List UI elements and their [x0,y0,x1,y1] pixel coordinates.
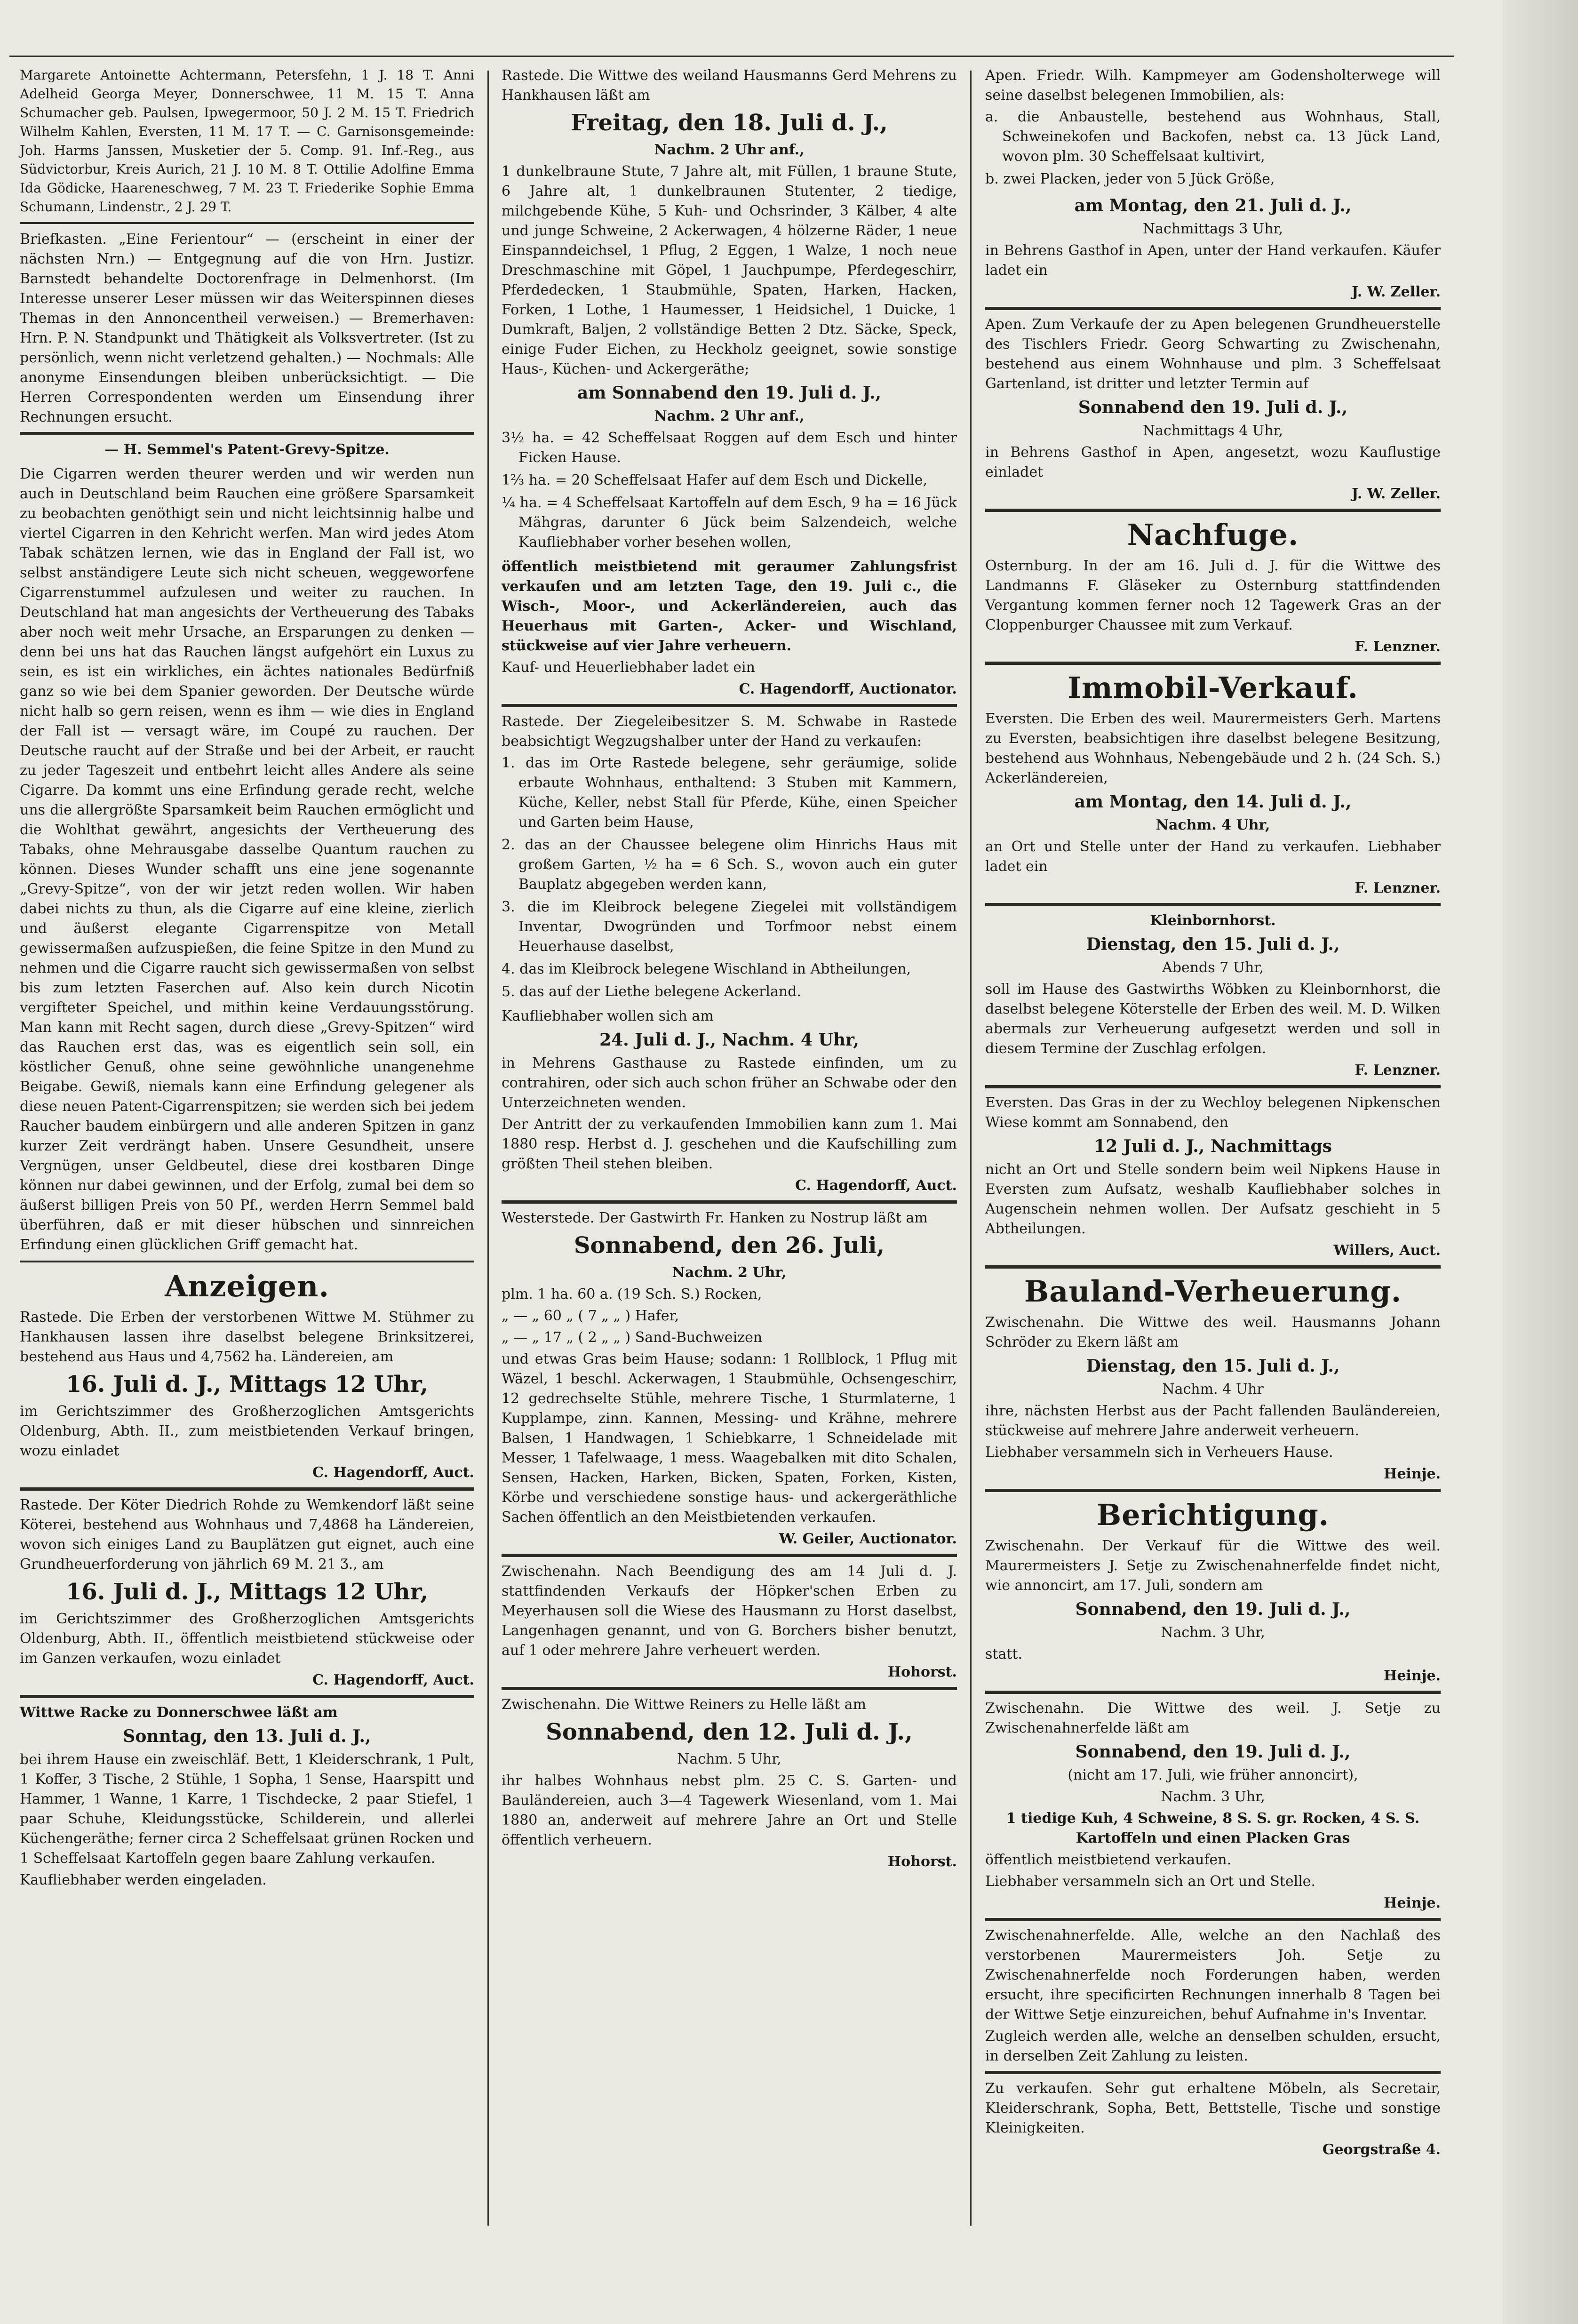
ad-setje-sale-date: Sonnabend, den 19. Juli d. J., [1075,1742,1351,1762]
ad-setje-sale-sign: Heinje. [1383,1895,1441,1911]
semmel-title: — H. Semmel's Patent-Grevy-Spitze. [104,441,390,458]
list-item: 1. das im Orte Rastede belegene, sehr geräumige, solide erbaute Wohnhaus, enthaltend: 3 Stuben mit Kammern, Küche, Keller, nebst Stall für Pferde, Kühe, einen Speicher und Garten beim Hause, [502,755,957,831]
list-item: 2. das an der Chaussee belegene olim Hinrichs Haus mit großem Garten, ½ ha = 6 Sch. S., wovon auch ein guter Bauplatz abgegeben werden kann, [502,837,957,893]
column-1 [9,66,485,2287]
divider [985,307,1441,310]
ad-setje-sale-body2: Liebhaber versammeln sich an Ort und Stelle. [985,1873,1316,1890]
ad-mehrens-text: Rastede. Die Wittwe des weiland Hausmanns Gerd Mehrens zu Hankhausen läßt am [502,67,957,104]
ad-hoepker-sign: Hohorst. [887,1664,957,1680]
ad-stuehmer-text: Rastede. Die Erben der verstorbenen Wittwe M. Stühmer zu Hankhausen lassen ihre daselbst belegene Brinksitzerei, bestehend aus Haus und 4,7562 ha. Ländereien, am [20,1309,474,1365]
ad-nipken-body: nicht an Ort und Stelle sondern beim weil Nipkens Hause in Eversten zum Aufsatz, weshalb Kaufliebhaber solches in Augenschein nehmen wollen. Der Aufsatz geschieht in 5 Abtheilungen. [985,1161,1441,1237]
ad-martens-text: Eversten. Die Erben des weil. Maurermeisters Gerh. Martens zu Eversten, beabsichtigen ihre daselbst belegene Besitzung, bestehend aus Wohnhaus, Nebengebäude und 2 h. (24 Sch. S.) Ackerländereien, [985,711,1441,786]
ad-mehrens-body2: öffentlich meistbietend mit geraumer Zahlungsfrist verkaufen und am letzten Tage, den 19. Juli c., die Wisch-, Moor-, und Ackerländereien, auch das Heuerhaus mit Garten-, Acker- und Wischland, stückweise auf vier Jahre verheuern. [502,559,957,654]
ad-schroeder-time: Nachm. 4 Uhr [1162,1381,1264,1398]
ad-schroeder-body2: Liebhaber versammeln sich in Verheuers Hause. [985,1444,1333,1461]
ad-schroeder-date: Dienstag, den 15. Juli d. J., [1086,1356,1340,1376]
immobil-heading: Immobil-Verkauf. [1067,671,1359,705]
ad-hanken-sign: W. Geiler, Auctionator. [779,1531,957,1547]
ad-schwabe-body2: in Mehrens Gasthause zu Rastede einfinden, um zu contrahiren, oder sich auch schon früher an Schwabe oder den Unterzeichneten wenden. [502,1055,957,1111]
divider [502,704,957,707]
ad-kampmeyer-text: Apen. Friedr. Wilh. Kampmeyer am Godensholterwege will seine daselbst belegenen Immobilien, als: [985,67,1441,104]
ad-mehrens-end: Kauf- und Heuerliebhaber ladet ein [502,659,755,676]
ad-setje-sale-time: Nachm. 3 Uhr, [1161,1789,1265,1805]
divider [985,509,1441,512]
anzeigen-heading: Anzeigen. [165,1269,329,1303]
divider [985,662,1441,665]
list-item: plm. 1 ha. 60 a. (19 Sch. S.) Rocken, [502,1286,762,1302]
divider [20,432,474,435]
list-item: a. die Anbaustelle, bestehend aus Wohnhaus, Stall, Schweinekofen und Backofen, nebst ca. 13 Jück Land, wovon plm. 30 Scheffelsaat kultivirt, [985,109,1441,165]
ad-rohde-text2: im Gerichtszimmer des Großherzoglichen Amtsgerichts Oldenburg, Abth. II., öffentlich meistbietend stückweise oder im Ganzen verkaufen, wozu einladet [20,1611,474,1667]
ad-schwabe-list [502,753,957,1002]
ad-hoepker-text: Zwischenahn. Nach Beendigung des am 14 Juli d. J. stattfindenden Verkaufs der Höpker'schen Erben zu Meyerhausen soll die Wiese des Hausmann zu Horst daselbst, Langenhagen genannt, und von G. Borchers bisher benutzt, auf 1 oder mehrere Jahre verheuert werden. [502,1563,957,1659]
ad-mehrens-time2: Nachm. 2 Uhr anf., [654,408,805,424]
ad-reiners-body: ihr halbes Wohnhaus nebst plm. 25 C. S. Garten- und Bauländereien, auch 3—4 Tagewerk Wiesenland, vom 1. Mai 1880 an, anderweit auf mehrere Jahre an Ort und Stelle öffentlich verheuern. [502,1773,957,1848]
ad-setje-correction-body: statt. [985,1646,1022,1662]
divider [985,1691,1441,1694]
ad-schwabe-text: Rastede. Der Ziegeleibesitzer S. M. Schwabe in Rastede beabsichtigt Wegzugshalber unter der Hand zu verkaufen: [502,713,957,750]
ad-kleinbornhorst-date: Dienstag, den 15. Juli d. J., [1086,934,1340,954]
ad-kampmeyer-list [985,107,1441,189]
divider [502,1200,957,1204]
ad-hanken-text: Westerstede. Der Gastwirth Fr. Hanken zu Nostrup läßt am [502,1210,928,1226]
ad-schroeder-sign: Heinje. [1383,1466,1441,1482]
ad-setje-sale-items: 1 tiedige Kuh, 4 Schweine, 8 S. S. gr. Rocken, 4 S. S. Kartoffeln und einen Placken Gras [1006,1810,1420,1846]
ad-moebel-sign: Georgstraße 4. [1322,2141,1441,2158]
ad-kleinbornhorst-time: Abends 7 Uhr, [1162,959,1264,976]
ad-rohde-sign: C. Hagendorff, Auct. [312,1672,474,1688]
ad-setje-correction-text: Zwischenahn. Der Verkauf für die Wittwe des weil. Maurermeisters J. Setje zu Zwischenahnerfelde findet nicht, wie annoncirt, am 17. Juli, sondern am [985,1538,1441,1594]
list-item: ¼ ha. = 4 Scheffelsaat Kartoffeln auf dem Esch, 9 ha = 16 Jück Mähgras, darunter 6 Jück beim Salzendeich, welche Kaufliebhaber vorher besehen wollen, [502,495,957,551]
ad-setje-sale-note: (nicht am 17. Juli, wie früher annoncirt), [1068,1767,1358,1783]
ad-stuehmer-text2: im Gerichtszimmer des Großherzoglichen Amtsgerichts Oldenburg, Abth. II., zum meistbietenden Verkauf bringen, wozu einladet [20,1403,474,1459]
divider [985,1265,1441,1269]
divider [20,222,474,224]
ad-glaeseker-sign: F. Lenzner. [1355,639,1441,655]
ad-kampmeyer-time: Nachmittags 3 Uhr, [1142,221,1283,237]
ad-martens-body: an Ort und Stelle unter der Hand zu verkaufen. Liebhaber ladet ein [985,839,1441,875]
list-item: 4. das im Kleibrock belegene Wischland in Abtheilungen, [502,961,911,977]
list-item: 5. das auf der Liethe belegene Ackerland. [502,983,801,1000]
ad-reiners-text: Zwischenahn. Die Wittwe Reiners zu Helle läßt am [502,1696,867,1713]
ad-schwabe-body3: Der Antritt der zu verkaufenden Immobilien kann zum 1. Mai 1880 resp. Herbst d. J. geschehen und die Kaufschilling zum größten Theil stehen bleiben. [502,1116,957,1172]
ad-martens-sign: F. Lenzner. [1355,880,1441,896]
ad-kleinbornhorst-body: soll im Hause des Gastwirths Wöbken zu Kleinbornhorst, die daselbst belegene Köterstelle der Erben des weil. M. D. Wilken abermals zur Verheuerung aufgesetzt werden und soll in diesem Termine der Zuschlag erfolgen. [985,981,1441,1057]
ad-schwarting-date: Sonnabend den 19. Juli d. J., [1078,398,1348,417]
ad-setje-claims-body: Zugleich werden alle, welche an denselben schulden, ersucht, in derselben Zeit Zahlung zu leisten. [985,2028,1441,2064]
header-rule [9,56,1454,57]
ad-nipken-date: 12 Juli d. J., Nachmittags [1094,1136,1332,1156]
divider [20,1261,474,1262]
ad-hanken-body: und etwas Gras beim Hause; sodann: 1 Rollblock, 1 Pflug mit Wäzel, 1 beschl. Ackerwagen, 1 Staubmühle, Ochsengeschirr, 12 gedrechselte Stühle, mehrere Tische, 1 Sturmlaterne, 1 Kupplampe, zinn. Kannen, Messing- und Krähne, mehrere Balsen, 1 Handwagen, 1 Schiebkarre, 1 Schneidelade mit Messer, 1 Tafelwaage, 1 mess. Waagebalken mit dito Schalen, Sensen, Hacken, Harken, Bicken, Spaten, Forken, Kisten, Körbe und verschiedene sonstige haus- und ackergeräthliche Sachen öffentlich an den Meistbietenden verkaufen. [502,1351,957,1525]
divider [502,1687,957,1690]
briefkasten-notice: Briefkasten. „Eine Ferientour“ — (erscheint in einer der nächsten Nrn.) — Entgegnung auf die von Hrn. Justizr. Barnstedt behandelte Doctorenfrage in Delmenhorst. (Im Interesse unserer Leser müssen wir das Weiterspinnen dieses Themas in den Annoncentheil verweisen.) — Bremerhaven: Hrn. P. N. Standpunkt und Thätigkeit als Volksvertreter. (Ist zu persönlich, wenn nicht verletzend gehalten.) — Nochmals: Alle anonyme Einsendungen bleiben unberücksichtigt. — Die Herren Correspondenten werden um Einsendung ihrer Rechnungen ersucht. [20,231,474,425]
ad-setje-correction-sign: Heinje. [1383,1668,1441,1684]
list-item: 3. die im Kleibrock belegene Ziegelei mit vollständigem Inventar, Dwogründen und Torfmoor nebst einem Heuerhause daselbst, [502,899,957,955]
ad-stuehmer-date: 16. Juli d. J., Mittags 12 Uhr, [66,1371,428,1398]
ad-kleinbornhorst-sign: F. Lenzner. [1355,1062,1441,1078]
nachfuge-heading: Nachfuge. [1127,518,1299,552]
list-item: 3½ ha. = 42 Scheffelsaat Roggen auf dem Esch und hinter Ficken Hause. [502,430,957,466]
ad-kleinbornhorst-place: Kleinbornhorst. [1150,912,1276,929]
ad-mehrens-land-list [502,428,957,552]
ad-nipken-sign: Willers, Auct. [1333,1242,1441,1259]
divider [985,1085,1441,1088]
ad-setje-sale-text: Zwischenahn. Die Wittwe des weil. J. Setje zu Zwischenahnerfelde läßt am [985,1700,1441,1736]
ad-mehrens-sign: C. Hagendorff, Auctionator. [739,681,957,697]
ad-mehrens-time: Nachm. 2 Uhr anf., [654,142,805,158]
list-item: b. zwei Placken, jeder von 5 Jück Größe, [985,171,1275,187]
ad-racke-text: bei ihrem Hause ein zweischläf. Bett, 1 Kleiderschrank, 1 Pult, 1 Koffer, 3 Tische, 2 Stühle, 1 Sopha, 1 Sense, Haarspitt und Hammer, 1 Wanne, 1 Karre, 1 Tischdecke, 2 paar Stiefel, 1 paar Schuhe, Kleidungsstücke, Schilderein, und allerlei Küchengeräthe; ferner circa 2 Scheffelsaat grünen Rocken und 1 Scheffelsaat Kartoffeln gegen baare Zahlung verkaufen. [20,1751,474,1867]
ad-reiners-time: Nachm. 5 Uhr, [677,1751,781,1767]
ad-setje-sale-body: öffentlich meistbietend verkaufen. [985,1852,1232,1868]
list-item: 1⅔ ha. = 20 Scheffelsaat Hafer auf dem Esch und Dickelle, [502,472,927,488]
ad-schwarting-text: Apen. Zum Verkaufe der zu Apen belegenen Grundheuerstelle des Tischlers Friedr. Georg Schwarting zu Zwischenahn, bestehend aus einem Wohnhause und plm. 3 Scheffelsaat Gartenland, ist dritter und letzter Termin auf [985,316,1441,392]
ad-reiners-date: Sonnabend, den 12. Juli d. J., [546,1719,913,1745]
column-divider [970,71,972,2226]
divider [20,1487,474,1491]
ad-mehrens-body: 1 dunkelbraune Stute, 7 Jahre alt, mit Füllen, 1 braune Stute, 6 Jahre alt, 1 dunkelbraunen Stutenter, 2 tiedige, milchgebende Kühe, 5 Kuh- und Ochsrinder, 3 Kälber, 4 alte und junge Schweine, 2 Ackerwagen, 4 hölzerne Räder, 1 neue Einspanndeichsel, 1 Pflug, 2 Eggen, 1 Walze, 1 noch neue Dreschmaschine mit Göpel, 1 Jauchpumpe, Pferdegeschirr, Pferdedecken, 1 Staubmühle, Spaten, Harken, Hacken, Forken, 1 Lothe, 1 Haumesser, 1 Heidsichel, 1 Duicke, 1 Dumkraft, Baljen, 2 vollständige Betten 2 Dtz. Säcke, Speck, einige Fuder Eichen, zu Heckholz geeignet, sowie sonstige Haus-, Küchen- und Ackergeräthe; [502,163,957,377]
ad-setje-correction-date: Sonnabend, den 19. Juli d. J., [1075,1599,1351,1619]
divider [985,903,1441,906]
deaths-list: Margarete Antoinette Achtermann, Petersfehn, 1 J. 18 T. Anni Adelheid Georga Meyer, Donnerschwee, 11 M. 15 T. Anna Schumacher geb. Paulsen, Ipwegermoor, 50 J. 2 M. 15 T. Friedrich Wilhelm Kahlen, Eversten, 11 M. 17 T. — C. Garnisonsgemeinde: Joh. Harms Janssen, Musketier der 5. Comp. 91. Inf.-Reg., aus Südvictorbur, Kreis Aurich, 21 J. 10 M. 8 T. Ottilie Adolfine Emma Ida Gödicke, Haareneschweg, 7 M. 23 T. Friederike Sophie Emma Schumann, Lindenstr., 2 J. 29 T. [20,67,474,215]
ad-martens-time: Nachm. 4 Uhr, [1156,817,1270,833]
page-edge [1503,0,1578,2324]
list-item: „ — „ 17 „ ( 2 „ „ ) Sand-Buchweizen [502,1329,763,1346]
ad-schroeder-body: ihre, nächsten Herbst aus der Pacht fallenden Bauländereien, stückweise auf mehrere Jahre anderweit verheuern. [985,1403,1441,1439]
ad-hanken-date: Sonnabend, den 26. Juli, [574,1232,885,1259]
ad-hanken-time: Nachm. 2 Uhr, [672,1264,787,1281]
list-item: „ — „ 60 „ ( 7 „ „ ) Hafer, [502,1308,679,1324]
ad-stuehmer-sign: C. Hagendorff, Auct. [312,1464,474,1481]
ad-schwabe-date: 24. Juli d. J., Nachm. 4 Uhr, [599,1030,859,1050]
ad-schwarting-sign: J. W. Zeller. [1351,486,1441,502]
ad-racke-date: Sonntag, den 13. Juli d. J., [123,1726,371,1746]
ad-setje-claims-text: Zwischenahnerfelde. Alle, welche an den Nachlaß des verstorbenen Maurermeisters Joh. Setje zu Zwischenahnerfelde noch Forderungen haben, werden ersucht, ihre specificirten Rechnungen innerhalb 8 Tagen bei der Wittwe Setje einzureichen, behuf Aufnahme in's Inventar. [985,1927,1441,2023]
divider [985,2071,1441,2074]
ad-kampmeyer-sign: J. W. Zeller. [1351,284,1441,300]
ad-schwabe-body: Kaufliebhaber wollen sich am [502,1008,714,1024]
ad-kampmeyer-body: in Behrens Gasthof in Apen, unter der Hand verkaufen. Käufer ladet ein [985,242,1441,279]
divider [985,1489,1441,1492]
ad-racke-title: Wittwe Racke zu Donnerschwee läßt am [20,1704,338,1721]
ad-kampmeyer-date: am Montag, den 21. Juli d. J., [1074,196,1352,216]
ad-reiners-sign: Hohorst. [887,1853,957,1870]
ad-mehrens-date: Freitag, den 18. Juli d. J., [571,110,888,136]
divider [20,1695,474,1698]
ad-schwarting-time: Nachmittags 4 Uhr, [1142,423,1283,439]
bauland-heading: Bauland-Verheuerung. [1024,1274,1402,1309]
ad-martens-date: am Montag, den 14. Juli d. J., [1074,792,1352,812]
column-divider [487,71,489,2226]
semmel-article: Die Cigarren werden theurer werden und wir werden nun auch in Deutschland beim Rauchen eine größere Sparsamkeit zu beobachten genöthigt sein und nicht leichtsinnig halbe und viertel Cigarren in den Kehricht werfen. Man wird jedes Atom Tabak schätzen lernen, wie das in England der Fall ist, wo selbst anständigere Leute sich nicht scheuen, weggeworfene Cigarrenstummel aufzulesen und weiter zu rauchen. In Deutschland hat man angesichts der Vertheuerung des Tabaks aber noch weit mehr Ursache, an Ersparungen zu denken — denn bei uns hat das Rauchen längst aufgehört ein Luxus zu sein, es ist ein wirkliches, ein ächtes nationales Bedürfniß ganz so wie bei dem Spanier geworden. Der Deutsche würde nicht halb so gern reisen, wenn es ihm — wie dies in England der Fall ist — versagt wäre, im Coupé zu rauchen. Der Deutsche raucht auf der Straße und bei der Arbeit, er raucht zu jeder Tageszeit und entbehrt leicht alles Andere als seine Cigarre. Da kommt uns eine Erfindung gerade recht, welche uns die allergrößte Sparsamkeit beim Rauchen ermöglicht und die Wohlthat gewährt, angesichts der Vertheuerung des Tabaks, ohne Mehrausgabe dasselbe Quantum rauchen zu können. Dieses Wunder schafft uns eine jene sogenannte „Grevy-Spitze“, von der wir jetzt reden wollen. Wir haben dabei nichts zu thun, als die Cigarre auf eine kleine, zierlich und äußerst elegante Cigarrenspitze von Metall gewissermaßen aufzuspießen, die feine Spitze in den Mund zu nehmen und die Cigarre raucht sich gewissermaßen von selbst bis zum letzten Faserchen auf. Also kein durch Nicotin vergifteter Speichel, und mithin keine Verdauungsstörung. Man kann mit Recht sagen, durch diese „Grevy-Spitzen“ wird das Rauchen erst das, was es eigentlich sein soll, ein köstlicher Genuß, ohne seine gewöhnliche unangenehme Beigabe. Gewiß, niemals kann eine Erfindung gelegener als diese neuen Patent-Cigarrenspitzen; sie werden sich bei jedem Raucher baudem einbürgern und alle anderen Spitzen in ganz kurzer Zeit verdrängt haben. Unsere Gesundheit, unsere Vergnügen, unser Geldbeutel, diese drei kostbaren Dinge können nur dabei gewinnen, und der Erfolg, zumal bei dem so äußerst billigen Preis von 50 Pf., werden Herrn Semmel bald überführen, daß er mit dieser hübschen und sinnreichen Erfindung einen glücklichen Griff gemacht hat. [20,466,474,1253]
ad-moebel-text: Zu verkaufen. Sehr gut erhaltene Möbeln, als Secretair, Kleiderschrank, Sopha, Bett, Bettstelle, Tische und sonstige Kleinigkeiten. [985,2080,1441,2136]
ad-setje-correction-time: Nachm. 3 Uhr, [1161,1624,1265,1641]
ad-schwabe-sign: C. Hagendorff, Auct. [795,1177,957,1194]
divider [985,1918,1441,1921]
ad-glaeseker-text: Osternburg. In der am 16. Juli d. J. für die Wittwe des Landmanns F. Gläseker zu Osternburg stattfindenden Vergantung kommen ferner noch 12 Tagewerk Gras an der Cloppenburger Chaussee mit zum Verkauf. [985,558,1441,633]
ad-nipken-text: Eversten. Das Gras in der zu Wechloy belegenen Nipkenschen Wiese kommt am Sonnabend, den [985,1094,1441,1131]
berichtigung-heading: Berichtigung. [1096,1498,1330,1532]
ad-rohde-text: Rastede. Der Köter Diedrich Rohde zu Wemkendorf läßt seine Köterei, bestehend aus Wohnhaus und 7,4868 ha Ländereien, wovon sich einiges Land zu Bauplätzen gut eignet, auch eine Grundheuerforderung von jährlich 69 M. 21 Ʒ., am [20,1497,474,1573]
ad-mehrens-date2: am Sonnabend den 19. Juli d. J., [577,383,882,403]
ad-schroeder-text: Zwischenahn. Die Wittwe des weil. Hausmanns Johann Schröder zu Ekern läßt am [985,1314,1441,1350]
divider [502,1554,957,1557]
column-2 [491,66,967,2287]
ad-rohde-date: 16. Juli d. J., Mittags 12 Uhr, [66,1579,428,1605]
column-3 [975,66,1451,2287]
ad-schwarting-body: in Behrens Gasthof in Apen, angesetzt, wozu Kauflustige einladet [985,444,1441,480]
ad-racke-end: Kaufliebhaber werden eingeladen. [20,1872,267,1888]
